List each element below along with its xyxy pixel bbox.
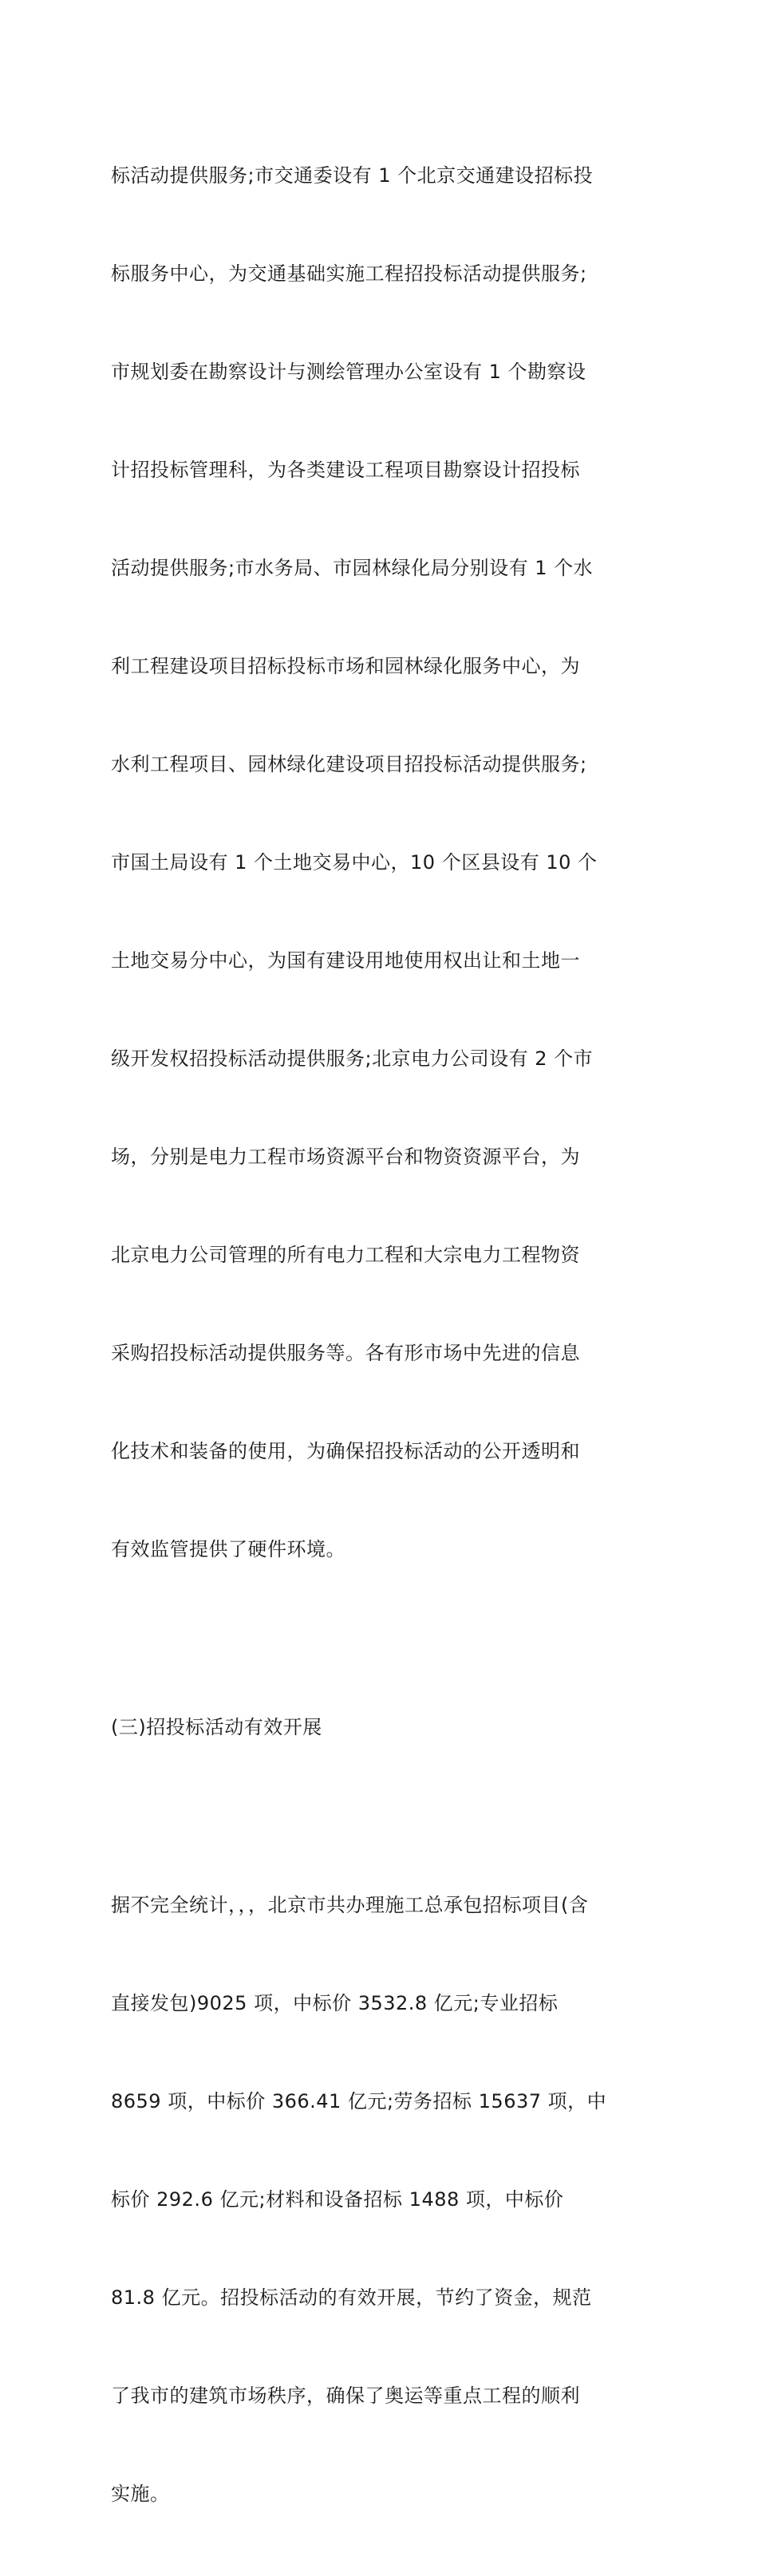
text-line: 标活动提供服务;市交通委设有 1 个北京交通建设招标投 [111,164,594,187]
text-line: 实施。 [111,2483,170,2505]
section-heading [111,1646,647,1809]
text-line: 标服务中心，为交通基础实施工程招投标活动提供服务; [111,262,587,285]
text-line: 级开发权招投标活动提供服务;北京电力公司设有 2 个市 [111,1047,594,1070]
text-line: 市国土局设有 1 个土地交易中心，10 个区县设有 10 个 [111,851,598,874]
text-line: 8659 项，中标价 366.41 亿元;劳务招标 15637 项，中 [111,2090,607,2112]
text-line: 直接发包)9025 项，中标价 3532.8 亿元;专业招标 [111,1992,559,2014]
text-line: 有效监管提供了硬件环境。 [111,1538,345,1560]
text-line: 场，分别是电力工程市场资源平台和物资资源平台，为 [111,1146,580,1168]
paragraph-market-services [111,94,647,1631]
document-page [111,94,647,2576]
paragraph-statistics [111,1824,647,2576]
text-line: 北京电力公司管理的所有电力工程和大宗电力工程物资 [111,1244,580,1266]
text-line: 市规划委在勘察设计与测绘管理办公室设有 1 个勘察设 [111,361,586,383]
heading-text: (三)招投标活动有效开展 [111,1716,322,1738]
text-line: 据不完全统计，，，北京市共办理施工总承包招标项目(含 [111,1894,589,1916]
text-line: 了我市的建筑市场秩序，确保了奥运等重点工程的顺利 [111,2385,580,2407]
text-line: 采购招投标活动提供服务等。各有形市场中先进的信息 [111,1342,580,1364]
text-line: 土地交易分中心，为国有建设用地使用权出让和土地一 [111,949,580,972]
text-line: 标价 292.6 亿元;材料和设备招标 1488 项，中标价 [111,2188,564,2211]
text-line: 计招投标管理科，为各类建设工程项目勘察设计招投标 [111,459,580,481]
text-line: 活动提供服务;市水务局、市园林绿化局分别设有 1 个水 [111,557,594,579]
text-line: 化技术和装备的使用，为确保招投标活动的公开透明和 [111,1440,580,1462]
text-line: 81.8 亿元。招投标活动的有效开展，节约了资金，规范 [111,2286,592,2309]
text-line: 水利工程项目、园林绿化建设项目招投标活动提供服务; [111,753,587,775]
text-line: 利工程建设项目招标投标市场和园林绿化服务中心，为 [111,655,580,677]
